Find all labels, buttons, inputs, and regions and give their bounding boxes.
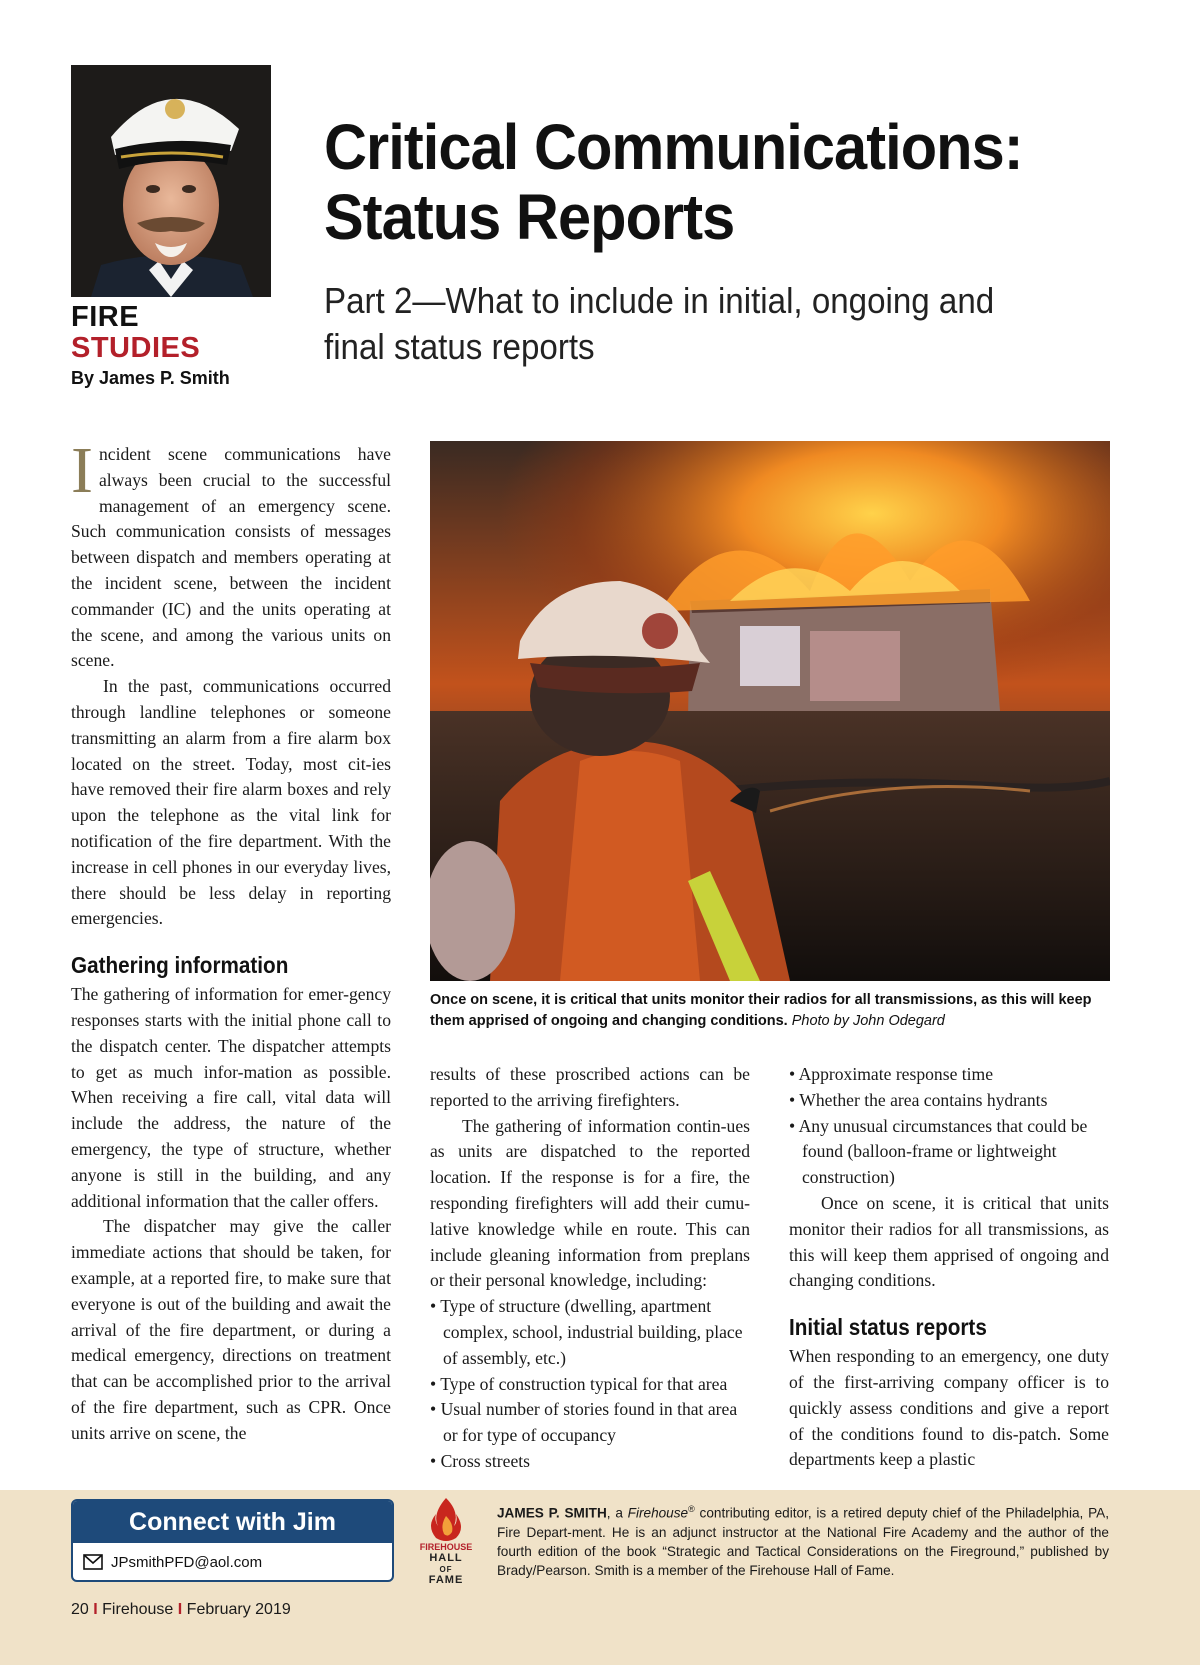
body-paragraph: In the past, communications occurred through landline telephones or someone transmitting an alarm from a fire alarm box located on the street. Today, most cit-ies have removed their fire alarm boxes and rely upon the telephone as the vital link for notification of the fire department. With the increase in cell phones in our everyday lives, there should be less delay in reporting emergencies. [71, 676, 391, 929]
email-link[interactable]: JPsmithPFD@aol.com [111, 1553, 263, 1571]
list-item: • Type of construction typical for that area [430, 1372, 750, 1398]
author-bio: JAMES P. SMITH, a Firehouse® contributing editor, is a retired deputy chief of the Philadelphia, PA, Fire Depart-ment. He is an adjunct instructor at the National Fire Academy and the author of the fourth edition of the book “Strategic and Tactical Considerations on the Fireground,” published by Brady/Pearson. Smith is a member of the Firehouse Hall of Fame. [497, 1504, 1109, 1578]
photo-caption-text: Once on scene, it is critical that units monitor their radios for all transmissions, as this will keep them apprised of ongoing and changing conditions. [430, 992, 1092, 1029]
bio-name: JAMES P. SMITH [497, 1505, 607, 1521]
body-column-2 [430, 1062, 750, 1475]
list-item: • Cross streets [430, 1449, 750, 1475]
body-column-3 [789, 1062, 1109, 1473]
author-portrait [71, 65, 271, 297]
body-paragraph: The gathering of information contin-ues as units are dispatched to the reported location. If the response is for a fire, the responding firefighters will add their cumu-lative knowledge while en route. This can include gleaning information from preplans or their personal knowledge, including: [430, 1115, 750, 1291]
byline: By James P. Smith [71, 368, 230, 388]
photo-credit: Photo by John Odegard [791, 1013, 945, 1029]
column-label-fire: FIRE [71, 301, 140, 333]
connect-email-row[interactable] [83, 1546, 262, 1578]
page-number: 20 [71, 1601, 89, 1618]
issue-date: February 2019 [186, 1601, 291, 1618]
envelope-icon [83, 1554, 103, 1570]
flame-icon [418, 1496, 474, 1542]
fire-scene-photo [430, 441, 1110, 981]
folio-separator: I [177, 1601, 183, 1618]
title-line-2: Status Reports [324, 181, 735, 253]
bullet-list [789, 1062, 1109, 1191]
bio-publication: Firehouse [627, 1505, 689, 1521]
subtitle: Part 2—What to include in initial, ongoing and final status reports [324, 280, 995, 367]
title-line-1: Critical Communications: [324, 111, 1023, 183]
list-item: • Approximate response time [789, 1062, 1109, 1088]
hof-firehouse: FIREHOUSE [419, 1542, 473, 1552]
column-label-studies: STUDIES [71, 332, 201, 364]
list-item: • Type of structure (dwelling, apartment complex, school, industrial building, place of assembly, etc.) [430, 1294, 750, 1371]
hall-of-fame-logo [418, 1496, 474, 1592]
hof-fame: FAME [428, 1574, 464, 1586]
list-item: • Whether the area contains hydrants [789, 1088, 1109, 1114]
connect-heading: Connect with Jim [73, 1501, 392, 1543]
page-folio [71, 1601, 291, 1619]
page-title [324, 112, 1087, 252]
body-paragraph: When responding to an emergency, one duty of the first-arriving company officer is to quickly assess conditions and give a report of the conditions found to dis-patch. Some departments keep a plastic [789, 1346, 1109, 1470]
bullet-list [430, 1294, 750, 1475]
section-heading-gathering: Gathering information [71, 952, 289, 979]
body-paragraph: The dispatcher may give the caller immediate actions that should be taken, for example, at a reported fire, to make sure that everyone is out of the building and await the arrival of the fire department, or during a medical emergency, directions on treatment that can be accomplished prior to the arrival of the fire department, such as CPR. Once units arrive on scene, the [71, 1216, 391, 1443]
list-item: • Any unusual circumstances that could be found (balloon-frame or lightweight construction) [789, 1114, 1109, 1191]
body-column-1 [71, 434, 391, 1446]
hof-of: OF [439, 1565, 453, 1574]
magazine-name: Firehouse [102, 1601, 174, 1618]
connect-box [71, 1499, 394, 1582]
body-paragraph: Incident scene communications have always been crucial to the successful management of an emergency scene. Such communication consists of messages between dispatch and members operating at the incident scene, between the incident commander (IC) and the units operating at the scene, and among the various units on scene. [71, 434, 391, 671]
section-heading-initial-status: Initial status reports [789, 1314, 987, 1341]
list-item: • Usual number of stories found in that area or for type of occupancy [430, 1397, 750, 1449]
body-paragraph: results of these proscribed actions can be reported to the arriving firefighters. [430, 1064, 750, 1110]
folio-separator: I [93, 1601, 98, 1618]
drop-cap: I [71, 434, 93, 507]
photo-caption [430, 990, 1110, 1032]
hof-hall: HALL [429, 1552, 463, 1564]
body-paragraph: Once on scene, it is critical that units monitor their radios for all transmissions, as this will keep them apprised of ongoing and changing conditions. [789, 1192, 1109, 1291]
body-paragraph: The gathering of information for emer-gency responses starts with the initial phone call to the dispatch center. The dispatcher attempts to get as much infor-mation as possible. When receiving a fire call, vital data will include the address, the nature of the emergency, the type of structure, whether anyone is still in the building, and any additional information that the caller offers. [71, 984, 391, 1211]
